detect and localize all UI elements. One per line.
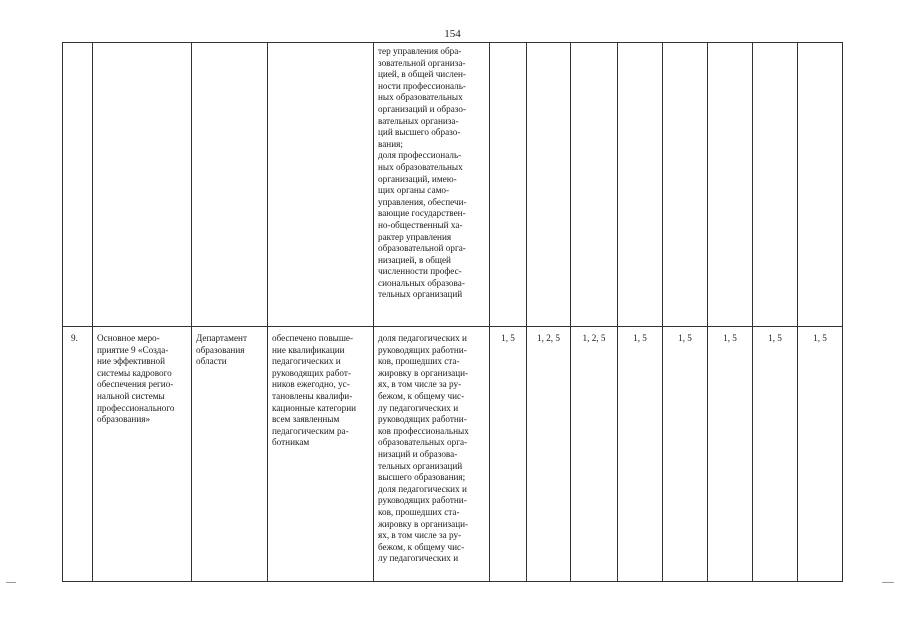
table-bottom-border [62, 581, 843, 582]
value-cell: 1, 5 [768, 333, 782, 343]
indicator-cell-continued: тер управления обра- зовательной организа- цией, в общей числен- ности профессиональ- ных образовательных организаций и образо- вательных организа- ций высшего образо- вания; доля профессиональ- ных образовательных организаций, имею- щих органы само- управления, обеспечи- вающие государствен- но-общественный ха- рактер управления образовательной орга- низацией, в общей численности профес- сиональных образова- тельных организаций [378, 46, 467, 300]
column-border [662, 42, 663, 582]
page-number: 154 [444, 28, 461, 40]
value-cell: 1, 2, 5 [582, 333, 606, 343]
column-border [752, 42, 753, 582]
value-cell: 1, 5 [678, 333, 692, 343]
column-border [526, 42, 527, 582]
column-border [191, 42, 192, 582]
column-border [842, 42, 843, 582]
column-border [92, 42, 93, 582]
indicator-cell: доля педагогических и руководящих работни- ков, прошедших ста- жировку в организаци- ях, в том числе за ру- бежом, к общему чис- лу педагогических и руководящих работни- ков профессиональных образовательных орга- низаций и образова- тельных организаций высшего образования; доля педагогических и руководящих работни- ков, прошедших ста- жировку в организаци- ях, в том числе за ру- бежом, к общему чис- лу педагогических и [378, 333, 469, 564]
expected-result: обеспечено повыше- ние квалификации педагогических и руководящих работ- ников ежегодно, ус- тановлены квалифи- кационные категории всем заявленным педагогическим ра- ботникам [272, 333, 357, 448]
row-number: 9. [71, 333, 78, 343]
executor: Департамент образования области [196, 333, 247, 367]
column-border [797, 42, 798, 582]
value-cell: 1, 5 [813, 333, 827, 343]
activity-name: Основное меро- приятие 9 «Созда- ние эффективной системы кадрового обеспечения регио- нальной системы профессионального образования» [97, 333, 175, 425]
program-table [62, 42, 843, 582]
value-cell: 1, 2, 5 [537, 333, 560, 343]
column-border [489, 42, 490, 582]
scan-edge-mark [6, 582, 16, 583]
value-cell: 1, 5 [633, 333, 647, 343]
column-border [373, 42, 374, 582]
column-border [617, 42, 618, 582]
column-border [62, 42, 63, 582]
column-border [267, 42, 268, 582]
row-divider [62, 326, 843, 327]
table-top-border [62, 42, 843, 43]
scan-edge-mark [882, 582, 894, 583]
column-border [570, 42, 571, 582]
value-cell: 1, 5 [501, 333, 515, 343]
value-cell: 1, 5 [723, 333, 737, 343]
column-border [707, 42, 708, 582]
